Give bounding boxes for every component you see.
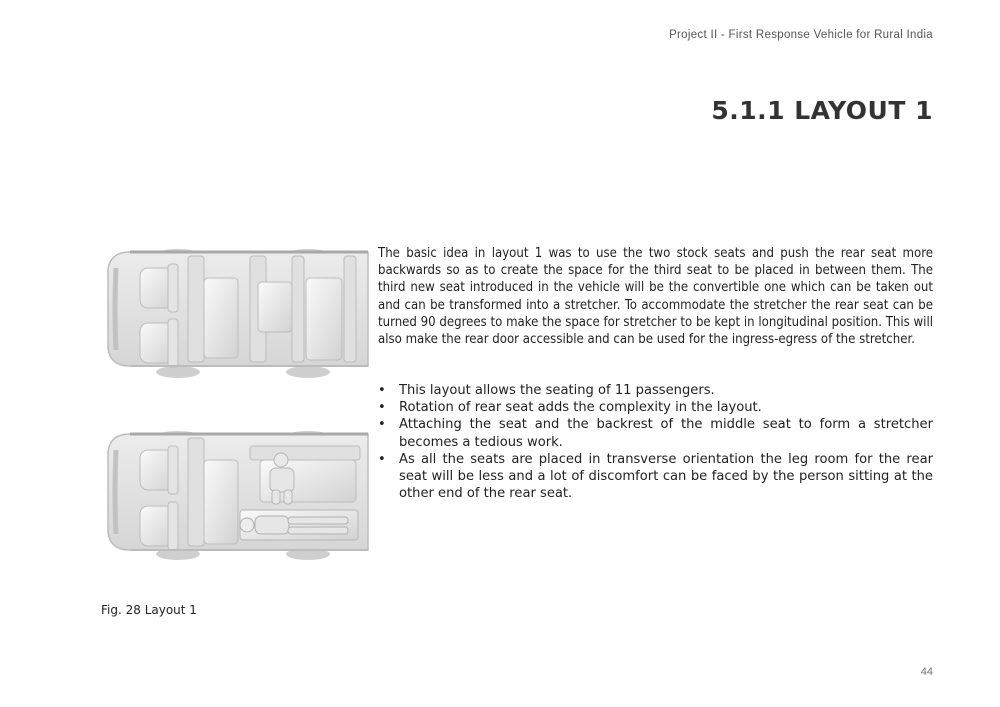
bullet-item xyxy=(378,451,933,503)
page-number: 44 xyxy=(920,666,933,678)
figure-caption: Fig. 28 Layout 1 xyxy=(101,603,197,617)
section-title: 5.1.1 LAYOUT 1 xyxy=(711,96,933,125)
bullet-icon: • xyxy=(378,417,386,433)
bullet-icon: • xyxy=(378,400,386,416)
bullet-text: This layout allows the seating of 11 passengers. xyxy=(399,383,715,398)
bullet-item xyxy=(378,399,933,416)
van-layout-illustration xyxy=(100,238,372,590)
bullet-icon: • xyxy=(378,451,386,467)
bullet-item xyxy=(378,416,933,450)
bullet-text: Attaching the seat and the backrest of the middle seat to form a stretcher becomes a tedious work. xyxy=(399,417,933,450)
body-paragraph: The basic idea in layout 1 was to use the two stock seats and push the rear seat more backwards so as to create the space for the third seat to be placed in between them. The third new seat introduced in the vehicle will be the convertible one which can be taken out and can be transformed into a stretcher. To accommodate the stretcher the rear seat can be turned 90 degrees to make the space for stretcher to be kept in longitudinal position. This will also make the rear door accessible and can be used for the ingress-egress of the stretcher. xyxy=(378,246,933,348)
van-stretcher-layout xyxy=(108,431,368,560)
running-header: Project II - First Response Vehicle for Rural India xyxy=(669,29,933,41)
layout-figure xyxy=(100,238,372,590)
bullet-icon: • xyxy=(378,383,386,398)
bullet-text: Rotation of rear seat adds the complexity in the layout. xyxy=(399,400,762,416)
bullet-list xyxy=(378,382,933,502)
bullet-text: As all the seats are placed in transverse orientation the leg room for the rear seat will be less and a lot of discomfort can be faced by the person sitting at the other end of the rear seat. xyxy=(399,451,933,502)
van-seating-layout xyxy=(108,249,368,378)
bullet-item xyxy=(378,382,933,399)
